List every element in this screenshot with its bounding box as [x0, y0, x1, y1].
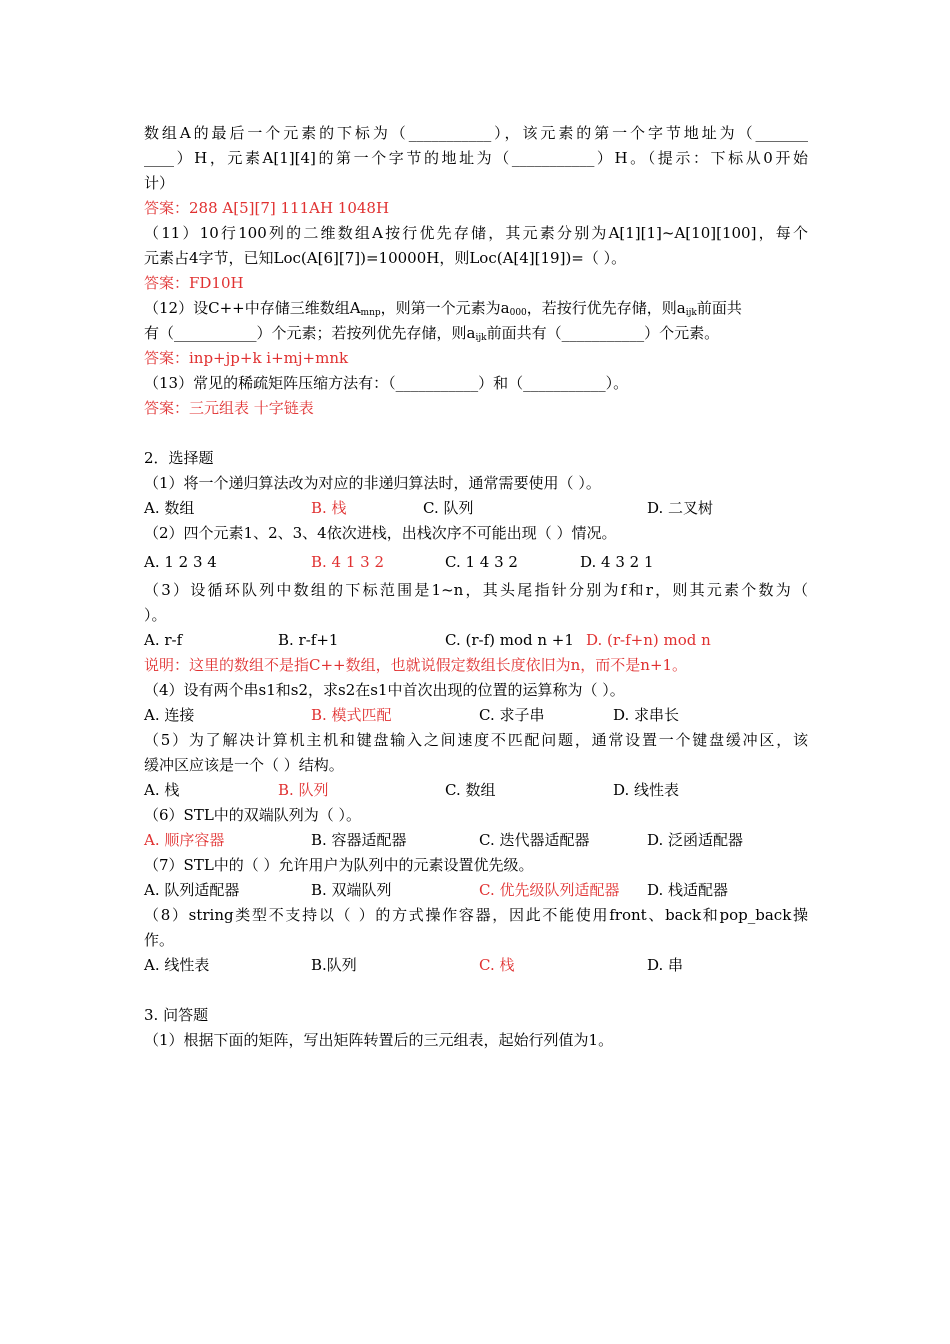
choice-7-option-c: C. 优先级队列适配器	[479, 881, 620, 899]
choice-7-option-a: A. 队列适配器	[144, 881, 240, 899]
choice-5-option-b: B. 队列	[278, 781, 329, 799]
choice-3-option-a: A. r-f	[144, 631, 183, 649]
choice-3-option-c: C. (r-f) mod n +1	[445, 631, 574, 649]
choice-2-option-b: B. 4 1 3 2	[311, 553, 385, 571]
choice-7-options	[144, 878, 808, 903]
q12-text-a: （12）设C++中存储三维数组A	[144, 299, 361, 317]
choice-6-option-d: D. 泛函适配器	[647, 831, 744, 849]
q10-line-2: ____）H，元素A[1][4]的第一个字节的地址为（___________）H。（提示：下标从0开始	[144, 149, 808, 167]
q12-text-f: 前面共有（___________）个元素。	[486, 324, 720, 342]
choice-3-question-line-1: （3）设循环队列中数组的下标范围是1~n，其头尾指针分别为f和r，则其元素个数为（	[144, 581, 808, 599]
q12-sub-ijk: ijk	[685, 308, 697, 318]
choice-5-option-d: D. 线性表	[613, 781, 680, 799]
section-2-title: 2．选择题	[144, 449, 214, 467]
choice-4-option-b: B. 模式匹配	[311, 706, 392, 724]
choice-8-option-b: B.队列	[311, 956, 357, 974]
q10-answer: 答案：288 A[5][7] 111AH 1048H	[144, 199, 390, 217]
choice-3-options	[144, 628, 808, 653]
choice-4-option-c: C. 求子串	[479, 706, 545, 724]
q11-line-1: （11）10行100列的二维数组A按行优先存储，其元素分别为A[1][1]~A[10][100]，每个	[144, 224, 808, 242]
choice-6-option-b: B. 容器适配器	[311, 831, 407, 849]
qa-1-question: （1）根据下面的矩阵，写出矩阵转置后的三元组表，起始行列值为1。	[144, 1031, 614, 1049]
choice-2-option-c: C. 1 4 3 2	[445, 553, 518, 571]
choice-6-option-a: A. 顺序容器	[144, 831, 225, 849]
q12-answer: 答案：inp+jp+k i+mj+mnk	[144, 349, 349, 367]
choice-2-option-d: D. 4 3 2 1	[580, 553, 654, 571]
choice-1-question: （1）将一个递归算法改为对应的非递归算法时，通常需要使用（ ）。	[144, 474, 601, 492]
q13-answer: 答案：三元组表 十字链表	[144, 399, 314, 417]
spacer	[144, 421, 808, 446]
q12-text-c: ，若按行优先存储，则a	[526, 299, 686, 317]
choice-4-option-d: D. 求串长	[613, 706, 680, 724]
q11-line-2: 元素占4字节，已知Loc(A[6][7])=10000H，则Loc(A[4][19])=（ ）。	[144, 249, 627, 267]
document-content	[144, 121, 808, 1053]
q12-sub-ijk-2: ijk	[475, 333, 487, 343]
choice-4-options	[144, 703, 808, 728]
q13-line-1: （13）常见的稀疏矩阵压缩方法有：（___________）和（___________）。	[144, 374, 629, 392]
choice-3-option-d: D. (r-f+n) mod n	[586, 631, 711, 649]
choice-3-note: 说明：这里的数组不是指C++数组，也就说假定数组长度依旧为n，而不是n+1。	[144, 656, 688, 674]
q12-sub-mnp: mnp	[360, 308, 381, 318]
choice-6-option-c: C. 迭代器适配器	[479, 831, 590, 849]
q12-text-d: 前面共	[696, 299, 742, 317]
choice-1-option-d: D. 二叉树	[647, 499, 714, 517]
section-3-title: 3. 问答题	[144, 1006, 209, 1024]
spacer	[144, 978, 808, 1003]
choice-4-option-a: A. 连接	[144, 706, 195, 724]
choice-2-question: （2）四个元素1、2、3、4依次进栈，出栈次序不可能出现（ ）情况。	[144, 524, 617, 542]
choice-3-question-line-2: ）。	[144, 606, 167, 624]
choice-8-question-line-1: （8）string类型不支持以（ ）的方式操作容器，因此不能使用front、back和pop_back操	[144, 906, 808, 924]
choice-5-option-a: A. 栈	[144, 781, 180, 799]
choice-5-question-line-2: 缓冲区应该是一个（ ）结构。	[144, 756, 344, 774]
choice-8-option-d: D. 串	[647, 956, 684, 974]
choice-7-option-d: D. 栈适配器	[647, 881, 729, 899]
choice-2-options	[144, 546, 808, 578]
q12-line-2	[144, 321, 808, 346]
q11-answer: 答案：FD10H	[144, 274, 244, 292]
choice-8-question-line-2: 作。	[144, 931, 175, 949]
choice-8-options	[144, 953, 808, 978]
choice-7-option-b: B. 双端队列	[311, 881, 392, 899]
choice-1-options	[144, 496, 808, 521]
q12-text-b: ，则第一个元素为a	[380, 299, 510, 317]
choice-5-option-c: C. 数组	[445, 781, 496, 799]
choice-6-question: （6）STL中的双端队列为（ ）。	[144, 806, 362, 824]
q12-line-1	[144, 296, 808, 321]
choice-6-options	[144, 828, 808, 853]
choice-1-option-b: B. 栈	[311, 499, 347, 517]
choice-2-option-a: A. 1 2 3 4	[144, 553, 217, 571]
q12-sub-000: 000	[509, 308, 527, 318]
choice-8-option-a: A. 线性表	[144, 956, 210, 974]
choice-1-option-a: A. 数组	[144, 499, 195, 517]
choice-4-question: （4）设有两个串s1和s2，求s2在s1中首次出现的位置的运算称为（ ）。	[144, 681, 625, 699]
choice-8-option-c: C. 栈	[479, 956, 515, 974]
choice-3-option-b: B. r-f+1	[278, 631, 339, 649]
choice-1-option-c: C. 队列	[423, 499, 474, 517]
choice-5-options	[144, 778, 808, 803]
q10-line-1: 数组A的最后一个元素的下标为（___________），该元素的第一个字节地址为（_______	[144, 124, 808, 142]
choice-5-question-line-1: （5）为了解决计算机主机和键盘输入之间速度不匹配问题，通常设置一个键盘缓冲区，该	[144, 731, 808, 749]
q10-line-3: 计）	[144, 174, 175, 192]
choice-7-question: （7）STL中的（ ）允许用户为队列中的元素设置优先级。	[144, 856, 534, 874]
q12-text-e: 有（___________）个元素；若按列优先存储，则a	[144, 324, 476, 342]
